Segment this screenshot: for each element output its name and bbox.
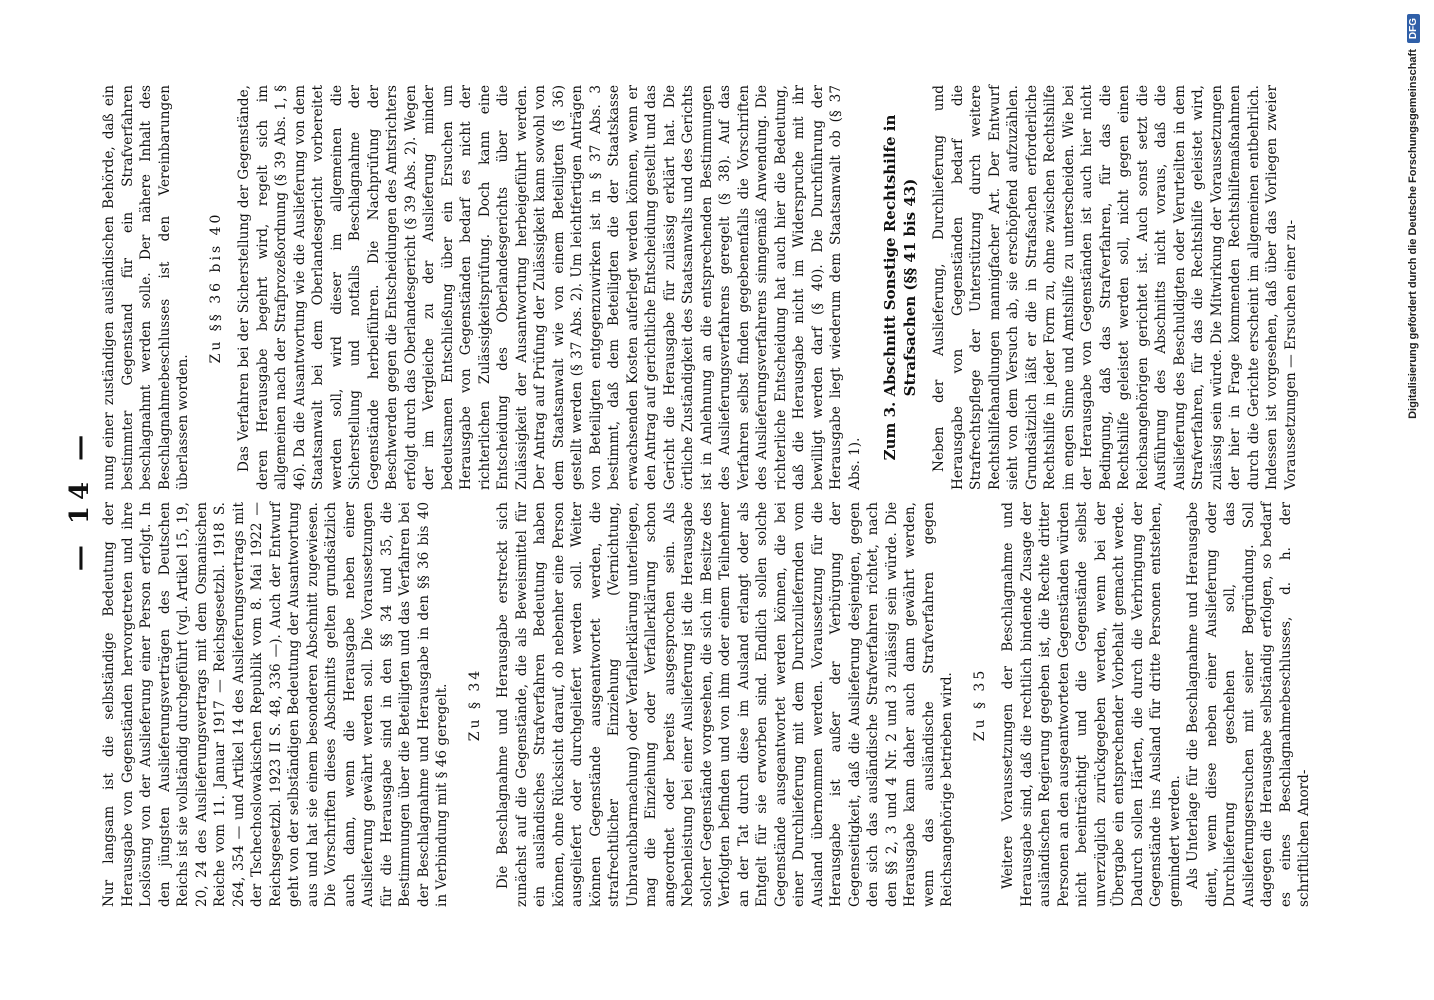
chapter-heading-abschnitt-3: Zum 3. Abschnitt Sonstige Rechtshilfe in Strafsachen (§§ 41 bis 43) (881, 114, 919, 461)
section-heading-35: Zu § 35 (971, 667, 988, 742)
left-column (100, 502, 1314, 907)
right-paragraph-3: Neben der Auslieferung, Durchlieferung und Herausgabe von Gegenständen bedarf die Strafrechtspflege der Unterstützung durch weitere Rechtshilfehandlungen mannigfacher Art. Der Entwurf sieht von dem Versuch ab, sie erschöpfend aufzuzählen. Grundsätzlich läßt er die in Strafsachen erforderliche Rechtshilfe in jeder Form zu, ohne zwischen Rechtshilfe im engen Sinne und Amtshilfe zu unterscheiden. Wie bei der Herausgabe von Gegenständen ist auch hier nicht Bedingung, daß das Strafverfahren, für das die Rechtshilfe geleistet werden soll, nicht gegen einen Reichsangehörigen gerichtet ist. Auch sonst setzt die Ausführung des Abschnitts nicht voraus, daß die Auslieferung des Beschuldigten oder Verurteilten in dem Strafverfahren, für das die Rechtshilfe geleistet wird, zulässig sein würde. Die Mitwirkung der Voraussetzungen der hier in Frage kommenden Rechtshilfemaßnahmen durch die Gerichte erscheint im allgemeinen entbehrlich. Indessen ist vorgesehen, daß über das Vorliegen zweier Voraussetzungen — Ersuchen einer zu- (931, 85, 1299, 490)
digitization-credit (1392, 0, 1434, 1000)
left-paragraph-2: Die Beschlagnahme und Herausgabe erstreckt sich zunächst auf die Gegenstände, die als Beweismittel für ein ausländisches Strafverfahren Bedeutung haben können, ohne Rücksicht darauf, ob nebenher eine Person ausgeliefert oder durchgeliefert werden soll. Weiter können Gegenstände ausgeantwortet werden, die strafrechtlicher Einziehung (Vernichtung, Unbrauchbarmachung) oder Verfallerklärung unterliegen, mag die Einziehung oder Verfallerklärung schon angeordnet oder bereits ausgesprochen sein. Als Nebenleistung bei einer Auslieferung ist die Herausgabe solcher Gegenstände vorgesehen, die sich im Besitze des Verfolgten befinden und von ihm oder einem Teilnehmer an der Tat durch diese im Ausland erlangt oder als Entgelt für sie erworben sind. Endlich sollen solche Gegenstände ausgeantwortet werden können, die bei einer Durchlieferung mit dem Durchzuliefernden vom Ausland übernommen werden. Voraussetzung für die Herausgabe ist außer der Verbürgung der Gegenseitigkeit, daß die Auslieferung desjenigen, gegen den sich das ausländische Strafverfahren richtet, nach den §§ 2, 3 und 4 Nr. 2 und 3 zulässig sein würde. Die Herausgabe kann daher auch dann gewährt werden, wenn das ausländische Strafverfahren gegen Reichsangehörige betrieben wird. (495, 502, 955, 907)
left-paragraph-1: Nur langsam ist die selbständige Bedeutung der Herausgabe von Gegenständen hervorgetreten und ihre Loslösung von der Auslieferung einer Person erfolgt. In den jüngsten Auslieferungsverträgen des Deutschen Reichs ist sie vollständig durchgeführt (vgl. Artikel 15, 19, 20, 24 des Auslieferungsvertrags mit dem Osmanischen Reiche vom 11. Januar 1917 — Reichsgesetzbl. 1918 S. 264, 354 — und Artikel 14 des Auslieferungsvertrags mit der Tschechoslowakischen Republik vom 8. Mai 1922 — Reichsgesetzbl. 1923 II S. 48, 336 —). Auch der Entwurf geht von der selbständigen Bedeutung der Ausantwortung aus und hat sie einem besonderen Abschnitt zugewiesen. Die Vorschriften dieses Abschnitts gelten grundsätzlich auch dann, wenn die Herausgabe neben einer Auslieferung gewährt werden soll. Die Voraussetzungen für die Herausgabe sind in den §§ 34 und 35, die Bestimmungen über die Beteiligten und das Verfahren bei der Beschlagnahme und Herausgabe in den §§ 36 bis 40 in Verbindung mit § 46 geregelt. (101, 502, 450, 907)
dfg-logo: DFG (1407, 14, 1420, 43)
digitization-sidebar (1392, 0, 1434, 1000)
credit-text: Digitalisierung gefördert durch die Deutsche Forschungsgemeinschaft (1407, 49, 1419, 419)
section-heading-34: Zu § 34 (466, 667, 483, 742)
left-paragraph-3: Weitere Voraussetzungen der Beschlagnahme und Herausgabe sind, daß die rechtlich bindende Zusage der ausländischen Regierung gegeben ist, die Rechte dritter Personen an den ausgeantworteten Gegenständen würden nicht beeinträchtigt und die Gegenstände selbst unverzüglich zurückgegeben werden, wenn bei der Übergabe ein entsprechender Vorbehalt gemacht werde. Dadurch sollen Härten, die durch die Verbringung der Gegenstände ins Ausland für dritte Personen entstehen, gemindert werden. (1000, 502, 1183, 907)
section-heading-36-40: Zu §§ 36 bis 40 (207, 211, 224, 364)
right-column (100, 85, 1300, 490)
right-paragraph-1: nung einer zuständigen ausländischen Behörde, daß ein bestimmter Gegenstand für ein Strafverfahren beschlagnahmt werden solle. Der nähere Inhalt des Beschlagnahmebeschlusses ist den Vereinbarungen überlassen worden. (101, 85, 191, 490)
page-number: — 14 — (65, 428, 95, 572)
right-paragraph-2: Das Verfahren bei der Sicherstellung der Gegenstände, deren Herausgabe begehrt wird, regelt sich im allgemeinen nach der Strafprozeßordnung (§ 39 Abs. 1, § 46). Da die Ausantwortung wie die Auslieferung von dem Staatsanwalt bei dem Oberlandesgericht vorbereitet werden soll, wird dieser im allgemeinen die Sicherstellung und notfalls Beschlagnahme der Gegenstände herbeiführen. Die Nachprüfung der Beschwerden gegen die Entscheidungen des Amtsrichters erfolgt durch das Oberlandesgericht (§ 39 Abs. 2). Wegen der im Vergleiche zu der Auslieferung minder bedeutsamen Entschließung über ein Ersuchen um Herausgabe von Gegenständen bedarf es nicht der richterlichen Zulässigkeitsprüfung. Doch kann eine Entscheidung des Oberlandesgerichts über die Zulässigkeit der Ausantwortung herbeigeführt werden. Der Antrag auf Prüfung der Zulässigkeit kann sowohl von dem Staatsanwalt wie von einem Beteiligten (§ 36) gestellt werden (§ 37 Abs. 2). Um leichtfertigen Anträgen von Beteiligten entgegenzuwirken ist in § 37 Abs. 3 bestimmt, daß dem Beteiligten die der Staatskasse erwachsenden Kosten auferlegt werden können, wenn er den Antrag auf gerichtliche Entscheidung gestellt und das Gericht die Herausgabe für zulässig erklärt hat. Die örtliche Zuständigkeit des Staatsanwalts und des Gerichts ist in Anlehnung an die entsprechenden Bestimmungen des Auslieferungsverfahrens geregelt (§ 38). Auf das Verfahren selbst finden gegebenenfalls die Vorschriften des Auslieferungsverfahrens sinngemäß Anwendung. Die richterliche Entscheidung hat auch hier die Bedeutung, daß die Herausgabe nicht im Widerspruche mit ihr bewilligt werden darf (§ 40). Die Durchführung der Herausgabe liegt wiederum dem Staatsanwalt ob (§ 37 Abs. 1). (236, 85, 863, 490)
left-paragraph-4: Als Unterlage für die Beschlagnahme und Herausgabe dient, wenn diese neben einer Auslieferung oder Durchlieferung geschehen soll, das Auslieferungsersuchen mit seiner Begründung. Soll dagegen die Herausgabe selbständig erfolgen, so bedarf es eines Beschlagnahmebeschlusses, d. h. der schriftlichen Anord- (1185, 502, 1312, 907)
